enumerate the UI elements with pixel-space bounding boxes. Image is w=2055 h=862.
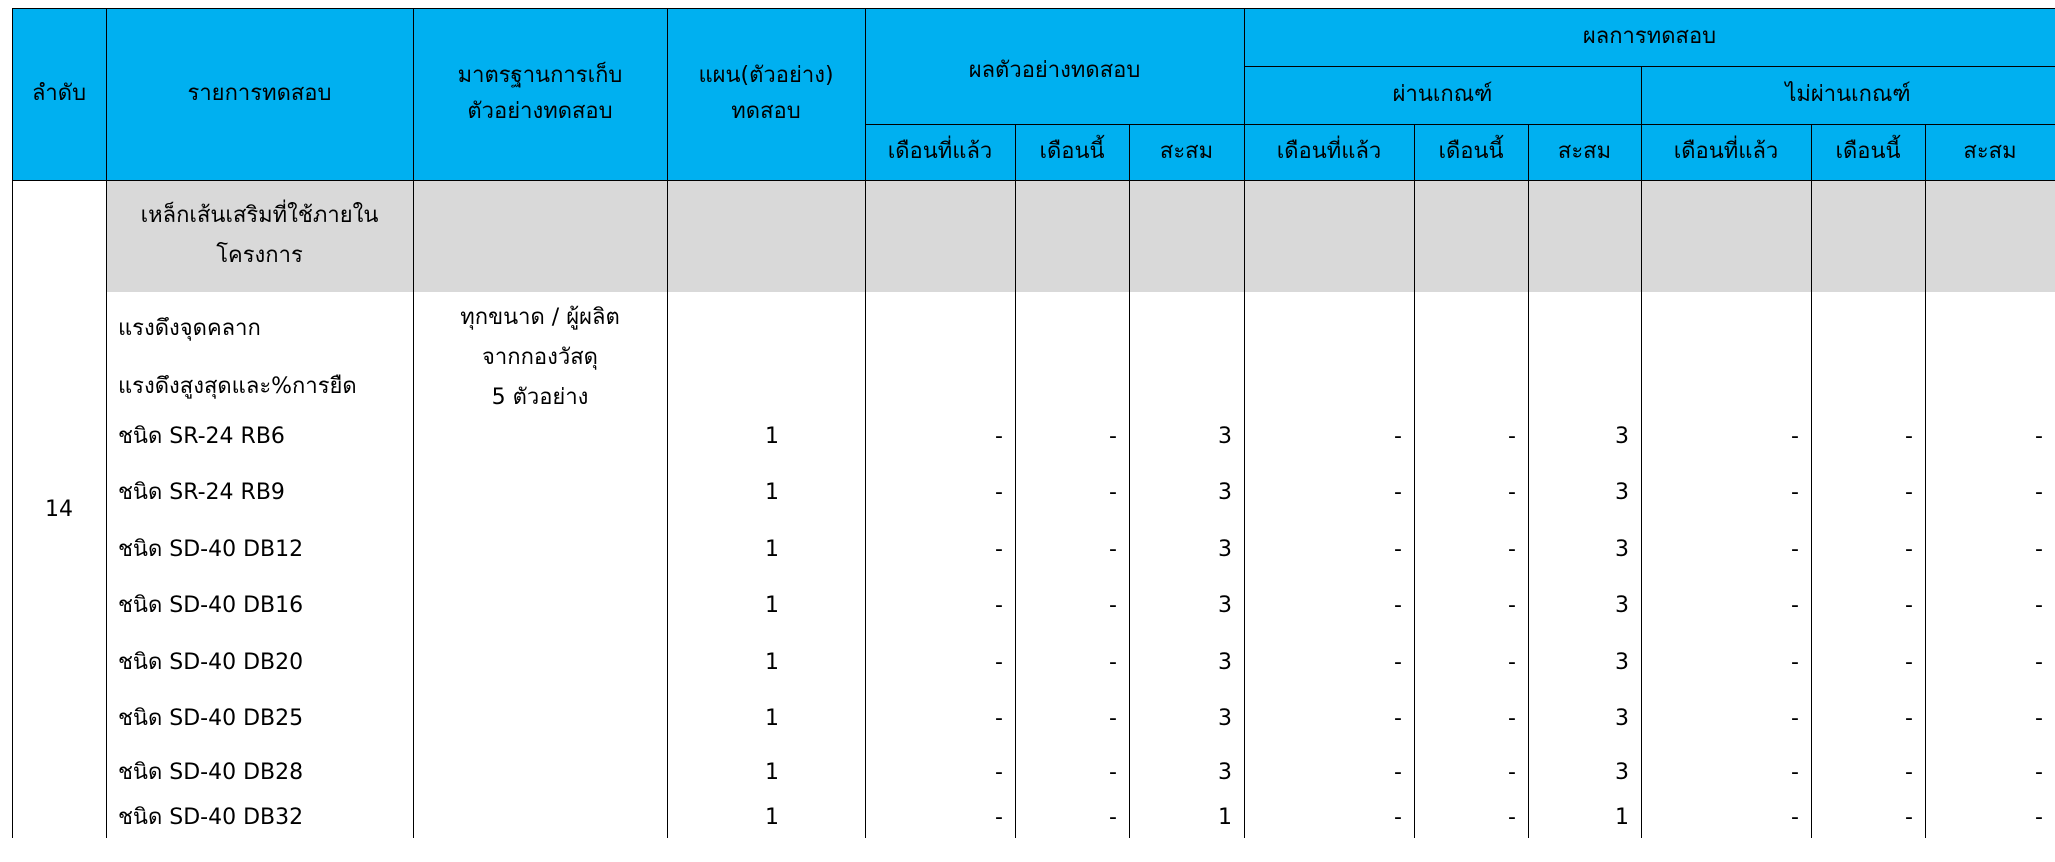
row-value-cell: 3 [1218,424,1232,449]
row-value-cell: 1 [1218,805,1232,830]
row-value-cell: - [1791,760,1799,785]
grid-line [865,8,866,838]
row-item-name: ชนิด SD-40 DB28 [118,760,304,785]
grid-line [1811,124,1812,838]
row-value-cell: - [1394,760,1402,785]
grid-line [667,8,668,838]
row-value-cell: - [2035,424,2043,449]
test-description-line2: แรงดึงสูงสุดและ%การยืด [118,374,357,399]
sub-header-fail-this-month: เดือนนี้ [1835,139,1901,164]
row-value-cell: 3 [1615,537,1629,562]
test-description-line1: แรงดึงจุดคลาก [118,316,261,341]
row-item-name: ชนิด SD-40 DB16 [118,593,304,618]
row-value-cell: - [1905,706,1913,731]
row-plan: 1 [765,537,779,562]
row-value-cell: - [1791,593,1799,618]
row-value-cell: - [995,760,1003,785]
row-value-cell: - [2035,650,2043,675]
row-value-cell: - [995,650,1003,675]
row-value-cell: - [1109,805,1117,830]
sub-header-sample-this-month: เดือนนี้ [1039,139,1105,164]
row-value-cell: - [1109,706,1117,731]
row-value-cell: - [1109,480,1117,505]
row-value-cell: - [1394,593,1402,618]
row-value-cell: - [1508,424,1516,449]
row-value-cell: 3 [1218,650,1232,675]
sampling-standard: ทุกขนาด / ผู้ผลิต จากกองวัสดุ 5 ตัวอย่าง [460,305,620,410]
row-value-cell: - [1508,480,1516,505]
row-value-cell: - [995,537,1003,562]
row-value-cell: - [995,706,1003,731]
sub-header-fail-last-month: เดือนที่แล้ว [1673,139,1779,164]
row-value-cell: 3 [1615,650,1629,675]
row-value-cell: 3 [1218,480,1232,505]
col-header-plan: แผน(ตัวอย่าง) ทดสอบ [698,63,834,124]
row-value-cell: - [2035,706,2043,731]
sub-header-pass-this-month: เดือนนี้ [1438,139,1504,164]
row-value-cell: - [1791,537,1799,562]
grid-line [1925,124,1926,838]
row-value-cell: 3 [1615,480,1629,505]
row-value-cell: - [1394,706,1402,731]
row-value-cell: 3 [1615,593,1629,618]
col-header-pass: ผ่านเกณฑ์ [1392,82,1493,107]
row-value-cell: - [2035,593,2043,618]
grid-line [865,124,2055,125]
row-value-cell: - [995,805,1003,830]
row-value-cell: 3 [1615,706,1629,731]
col-header-test-results: ผลการทดสอบ [1582,24,1717,49]
row-value-cell: - [1905,650,1913,675]
col-header-item: รายการทดสอบ [187,81,332,106]
row-value-cell: 3 [1218,593,1232,618]
category-label: เหล็กเส้นเสริมที่ใช้ภายใน โครงการ [140,203,379,268]
row-value-cell: - [1109,424,1117,449]
row-value-cell: - [1508,650,1516,675]
row-value-cell: - [1109,650,1117,675]
row-plan: 1 [765,480,779,505]
sub-header-pass-cumulative: สะสม [1557,139,1612,164]
grid-line [1244,66,2055,67]
grid-line [413,8,414,838]
row-value-cell: - [1508,760,1516,785]
section-number: 14 [45,497,73,522]
row-plan: 1 [765,424,779,449]
grid-line [1528,124,1529,838]
row-value-cell: - [1508,706,1516,731]
row-value-cell: - [1109,760,1117,785]
grid-line [106,8,107,838]
row-value-cell: - [2035,480,2043,505]
row-value-cell: - [1905,805,1913,830]
row-value-cell: 3 [1218,706,1232,731]
row-value-cell: - [1791,424,1799,449]
row-value-cell: - [1394,537,1402,562]
sub-header-sample-last-month: เดือนที่แล้ว [887,139,993,164]
grid-line [12,8,2055,9]
row-item-name: ชนิด SR-24 RB6 [118,424,285,449]
col-header-fail: ไม่ผ่านเกณฑ์ [1785,82,1911,107]
sub-header-pass-last-month: เดือนที่แล้ว [1276,139,1382,164]
row-item-name: ชนิด SR-24 RB9 [118,480,285,505]
col-header-standard: มาตรฐานการเก็บ ตัวอย่างทดสอบ [457,63,623,124]
row-value-cell: - [2035,805,2043,830]
row-value-cell: - [1394,650,1402,675]
row-value-cell: 3 [1218,537,1232,562]
row-value-cell: 3 [1615,424,1629,449]
grid-line [1129,124,1130,838]
row-plan: 1 [765,760,779,785]
col-header-seq: ลำดับ [31,81,87,106]
row-value-cell: - [1905,424,1913,449]
row-value-cell: 3 [1615,760,1629,785]
grid-line [12,180,2055,181]
row-value-cell: - [1791,650,1799,675]
row-plan: 1 [765,593,779,618]
row-item-name: ชนิด SD-40 DB25 [118,706,304,731]
sub-header-fail-cumulative: สะสม [1963,139,2017,164]
col-header-sample-results: ผลตัวอย่างทดสอบ [968,58,1141,83]
row-value-cell: - [1791,480,1799,505]
row-value-cell: - [1905,480,1913,505]
row-item-name: ชนิด SD-40 DB12 [118,537,304,562]
row-value-cell: - [995,480,1003,505]
sub-header-sample-cumulative: สะสม [1159,139,1214,164]
grid-line [1244,8,1245,838]
row-item-name: ชนิด SD-40 DB20 [118,650,304,675]
row-value-cell: 3 [1218,760,1232,785]
row-value-cell: - [995,424,1003,449]
grid-line [1414,124,1415,838]
row-value-cell: - [1109,537,1117,562]
grid-line [1015,124,1016,838]
row-plan: 1 [765,805,779,830]
row-item-name: ชนิด SD-40 DB32 [118,805,304,830]
row-value-cell: - [1905,537,1913,562]
row-value-cell: - [1109,593,1117,618]
row-value-cell: - [995,593,1003,618]
row-value-cell: - [1905,760,1913,785]
row-value-cell: - [2035,537,2043,562]
row-value-cell: - [1791,805,1799,830]
row-value-cell: - [1394,480,1402,505]
row-value-cell: - [1508,805,1516,830]
row-value-cell: - [1394,805,1402,830]
row-value-cell: 1 [1615,805,1629,830]
row-plan: 1 [765,706,779,731]
row-value-cell: - [1508,593,1516,618]
grid-line [12,8,13,838]
row-value-cell: - [1508,537,1516,562]
grid-line [1641,66,1642,838]
row-value-cell: - [1905,593,1913,618]
row-plan: 1 [765,650,779,675]
row-value-cell: - [1394,424,1402,449]
row-value-cell: - [2035,760,2043,785]
row-value-cell: - [1791,706,1799,731]
